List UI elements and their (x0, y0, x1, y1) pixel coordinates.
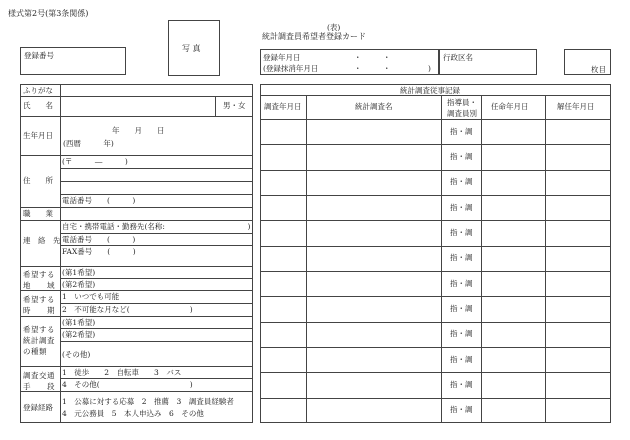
address-label: 住 所 (23, 176, 53, 185)
furigana-label: ふりがな (23, 86, 53, 95)
transport-options-1[interactable]: 1 徒歩 2 自転車 3 バス (62, 368, 182, 377)
address-phone-field[interactable]: 電話番号 ( ) (62, 196, 136, 205)
record-row-role[interactable]: 指・調 (450, 278, 473, 288)
date-dot: ・ (383, 64, 391, 73)
record-row-role[interactable]: 指・調 (450, 253, 473, 263)
transport-label: 調査交通手 段 (23, 371, 55, 391)
record-row-divider (260, 322, 611, 323)
registration-date-box[interactable] (260, 49, 439, 75)
record-row-divider (260, 195, 611, 196)
record-row-role[interactable]: 指・調 (450, 354, 473, 364)
gender-options[interactable]: 男・女 (223, 101, 246, 110)
route-options-2[interactable]: 4 元公務員 5 本人申込み 6 その他 (62, 409, 204, 418)
wish-time-label: 希望する時 期 (23, 295, 55, 315)
record-row-role[interactable]: 指・調 (450, 329, 473, 339)
wish-area-first[interactable]: (第1希望) (62, 268, 96, 277)
wish-area-second[interactable]: (第2希望) (62, 280, 96, 289)
deregistration-date-label: (登録抹消年月日 (263, 64, 319, 73)
record-row-role[interactable]: 指・調 (450, 126, 473, 136)
transport-options-2[interactable]: 4 その他( ) (62, 380, 193, 389)
record-row-divider (260, 398, 611, 399)
record-row-divider (260, 271, 611, 272)
record-row-divider (260, 347, 611, 348)
record-title: 統計調査従事記録 (400, 86, 460, 95)
header-appointment-date: 任命年月日 (491, 102, 529, 111)
route-label: 登録経路 (23, 403, 53, 412)
name-label: 氏 名 (23, 101, 53, 110)
record-row-role[interactable]: 指・調 (450, 177, 473, 187)
sheet-number-box[interactable] (564, 49, 611, 75)
record-row-role[interactable]: 指・調 (450, 152, 473, 161)
record-row-role[interactable]: 指・調 (450, 380, 473, 389)
record-row-divider (260, 296, 611, 297)
wish-survey-other[interactable]: (その他) (62, 350, 91, 359)
wish-time-option-2[interactable]: 2 不可能な月など( ) (62, 305, 193, 314)
contact-phone-field[interactable]: 電話番号 ( ) (62, 235, 136, 244)
sheet-suffix: 枚目 (591, 65, 606, 74)
record-row-role[interactable]: 指・調 (450, 304, 473, 313)
record-row-divider (260, 246, 611, 247)
occupation-label: 職 業 (23, 209, 53, 218)
postal-code-field[interactable]: (〒 ― ) (62, 157, 128, 166)
wish-survey-second[interactable]: (第2希望) (62, 330, 96, 339)
record-row-divider (260, 144, 611, 145)
admin-area-box[interactable] (439, 49, 537, 75)
form-code: 様式第2号(第3条関係) (8, 9, 89, 18)
date-dot: ・ (354, 64, 362, 73)
birth-seireki: (西暦 年) (63, 139, 114, 148)
wish-time-option-1[interactable]: 1 いつでも可能 (62, 292, 120, 301)
photo-box (168, 20, 220, 76)
date-dot: ・ (354, 53, 362, 62)
registration-number-label: 登録番号 (24, 51, 54, 60)
route-options-1[interactable]: 1 公募に対する応募 2 推薦 3 調査員経験者 (62, 397, 234, 406)
photo-label: 写 真 (182, 44, 201, 53)
header-survey-date: 調査年月日 (264, 102, 302, 111)
record-row-role[interactable]: 指・調 (450, 202, 473, 212)
close-paren: ) (428, 64, 431, 73)
contact-label: 連 絡 先 (23, 236, 61, 245)
record-row-role[interactable]: 指・調 (450, 405, 473, 415)
header-role: 指導員・調査員別 (447, 98, 477, 118)
birth-ymd: 年 月 日 (112, 126, 165, 135)
record-row-divider (260, 220, 611, 221)
date-dot: ・ (383, 53, 391, 62)
header-dismissal-date: 解任年月日 (557, 102, 595, 111)
admin-area-label: 行政区名 (443, 53, 473, 62)
birth-date-label: 生年月日 (23, 131, 53, 140)
contact-detail-field[interactable]: 自宅・携帯電話・勤務先(名称: ) (62, 222, 251, 231)
registration-number-box[interactable] (20, 47, 126, 75)
fax-field[interactable]: FAX番号 ( ) (62, 247, 136, 256)
registration-date-label: 登録年月日 (263, 53, 301, 62)
record-row-divider (260, 170, 611, 171)
wish-survey-label: 希望する統計調査の種類 (23, 325, 55, 356)
header-survey-name: 統計調査名 (355, 102, 393, 111)
wish-area-label: 希望する地 域 (23, 270, 55, 290)
wish-survey-first[interactable]: (第1希望) (62, 318, 96, 327)
record-row-divider (260, 372, 611, 373)
card-title: 統計調査員希望者登録カード (262, 32, 366, 41)
record-row-role[interactable]: 指・調 (450, 228, 473, 237)
front-label: (表) (327, 23, 341, 32)
